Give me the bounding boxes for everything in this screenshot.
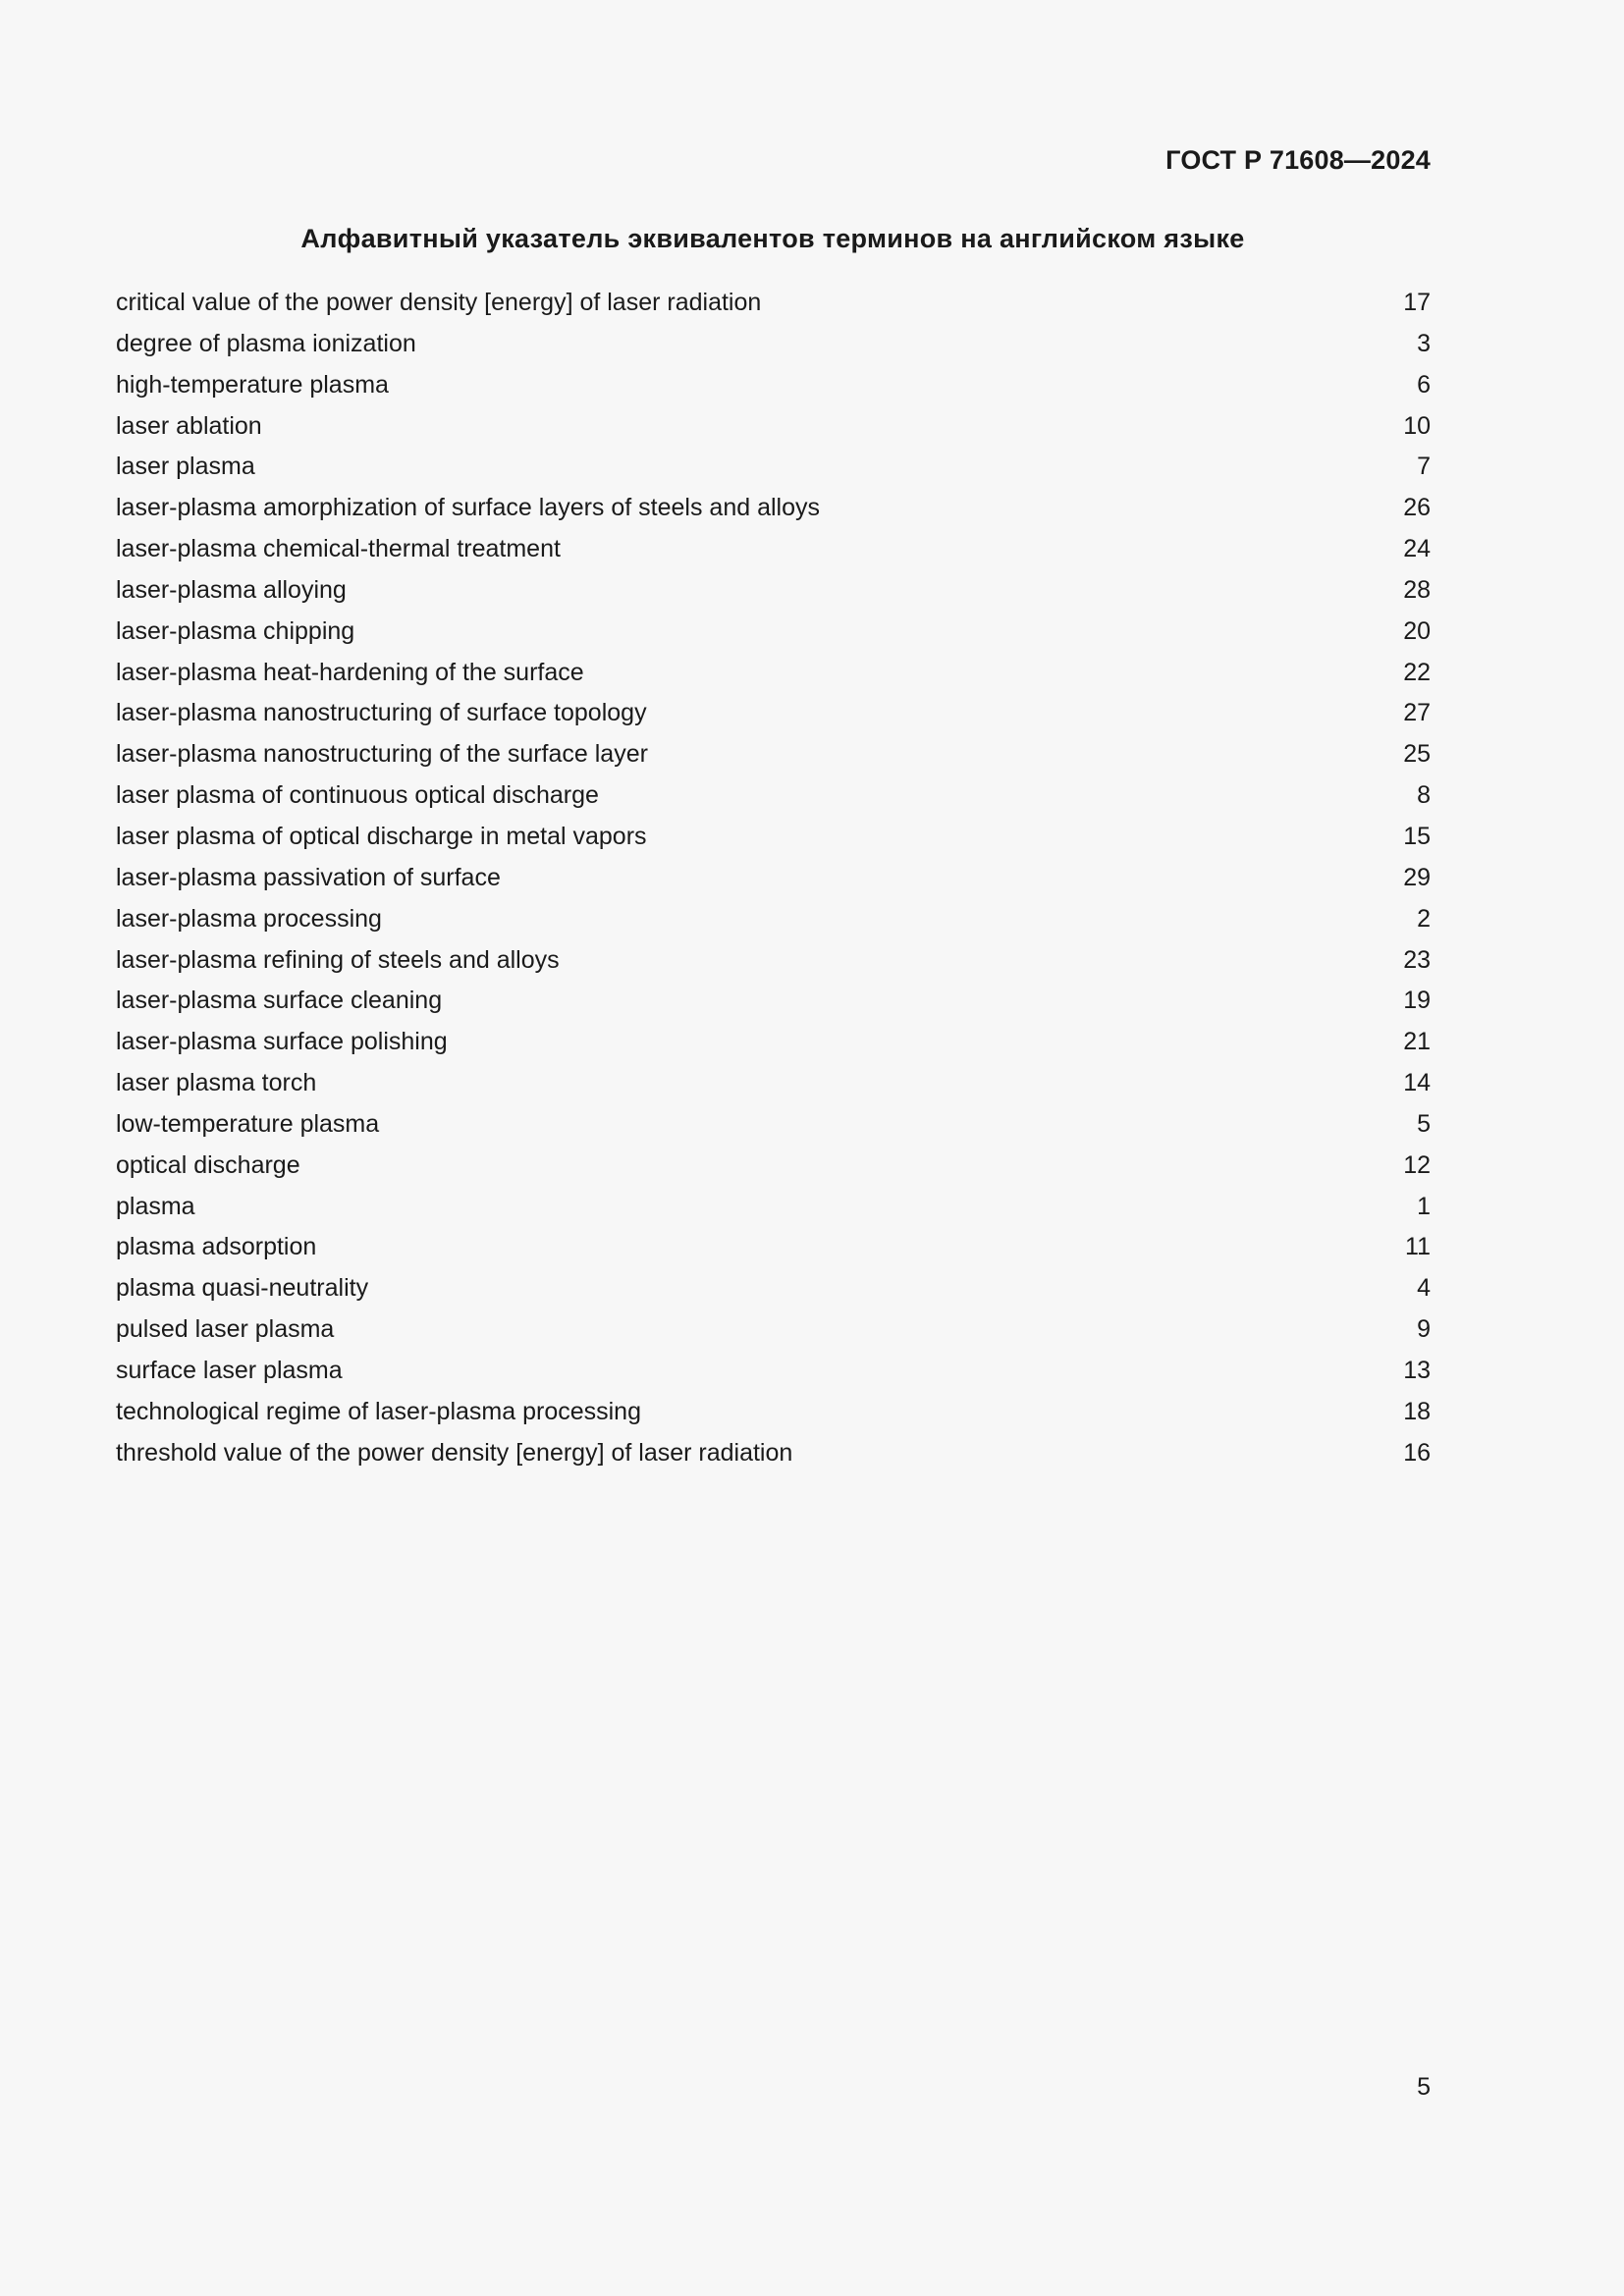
index-entry-ref: 8 [1417,781,1431,810]
index-title: Алфавитный указатель эквивалентов терминов на английском языке [300,224,1245,253]
index-entry-term: laser-plasma chipping [116,616,355,645]
index-entry [116,1227,1431,1268]
index-entry-term: laser-plasma amorphization of surface layers of steels and alloys [116,494,821,522]
index-entry-term: laser plasma of optical discharge in metal vapors [116,822,647,850]
index-entry [116,817,1431,858]
index-entry [116,1392,1431,1433]
index-entry-term: plasma [116,1192,195,1220]
index-entry-ref: 5 [1417,1109,1431,1138]
index-entry [116,406,1431,448]
index-entry [116,365,1431,406]
index-entry-term: laser plasma of continuous optical discharge [116,781,599,810]
index-entry [116,1022,1431,1063]
index-entry-ref: 9 [1417,1315,1431,1344]
index-entry [116,1268,1431,1309]
index-entry-ref: 10 [1403,411,1431,440]
index-entry-term: laser-plasma surface polishing [116,1028,448,1056]
index-entry-ref: 2 [1417,904,1431,933]
index-entry [116,1187,1431,1228]
index-entry-ref: 6 [1417,370,1431,399]
index-entry [116,1433,1431,1474]
index-entry-term: critical value of the power density [energy] of laser radiation [116,289,762,316]
index-entry-ref: 13 [1403,1356,1431,1384]
index-entry-term: optical discharge [116,1150,300,1179]
index-entry-term: laser ablation [116,411,262,440]
index-entry [116,775,1431,817]
index-entry-term: threshold value of the power density [energy] of laser radiation [116,1438,793,1467]
index-entry-term: technological regime of laser-plasma processing [116,1397,641,1425]
index-entry-term: laser-plasma nanostructuring of the surface layer [116,740,648,769]
index-entry-ref: 11 [1405,1233,1431,1261]
index-entry [116,653,1431,694]
index-entry-ref: 29 [1403,863,1431,891]
index-entry-ref: 27 [1403,699,1431,727]
index-entry [116,324,1431,365]
document-code: ГОСТ Р 71608—2024 [1165,145,1431,175]
index-entry [116,1104,1431,1146]
index-entry-term: laser-plasma heat-hardening of the surface [116,658,584,686]
index-entry [116,981,1431,1022]
index-entry-term: laser plasma torch [116,1069,317,1097]
index-entry-ref: 28 [1403,575,1431,604]
index-entry-ref: 22 [1403,658,1431,686]
index-entry [116,858,1431,899]
index-entry-ref: 24 [1403,535,1431,563]
index-entry-term: laser-plasma refining of steels and alloys [116,945,560,974]
index-entry-ref: 19 [1403,987,1431,1015]
index-entry-term: low-temperature plasma [116,1109,380,1138]
index-entry-ref: 26 [1403,494,1431,522]
index-entry-term: laser-plasma passivation of surface [116,863,501,891]
index-entry-ref: 25 [1403,740,1431,769]
index-entry-ref: 3 [1417,329,1431,357]
index-entry-term: plasma adsorption [116,1233,317,1261]
index-entry-ref: 23 [1403,945,1431,974]
index-entry-ref: 16 [1403,1438,1431,1467]
index-entry [116,570,1431,612]
index-entry-ref: 7 [1417,453,1431,481]
index-entry-ref: 15 [1403,822,1431,850]
index-entry [116,488,1431,529]
index-entry-term: high-temperature plasma [116,370,389,399]
index-entry [116,447,1431,488]
index-entry [116,899,1431,940]
page-number: 5 [1417,2073,1431,2101]
index-entry-term: laser-plasma processing [116,904,382,933]
index-entry [116,940,1431,982]
index-entry [116,612,1431,653]
index-entry [116,734,1431,775]
index-entry-ref: 4 [1417,1274,1431,1303]
index-entry-ref: 14 [1403,1069,1431,1097]
index-entry-ref: 1 [1417,1192,1431,1220]
index-entry-term: pulsed laser plasma [116,1315,335,1344]
index-entry-ref: 21 [1403,1028,1431,1056]
index-entry-ref: 17 [1403,289,1431,316]
index-entry [116,1063,1431,1104]
index-entry-ref: 20 [1403,616,1431,645]
index-entry [116,1351,1431,1392]
index-entry-term: laser-plasma surface cleaning [116,987,443,1015]
index-entry-term: plasma quasi-neutrality [116,1274,369,1303]
index-entry [116,1146,1431,1187]
index-entry [116,529,1431,570]
index-entry-term: surface laser plasma [116,1356,343,1384]
index-entry-term: laser plasma [116,453,255,481]
index-entry [116,693,1431,734]
index-entry [116,283,1431,324]
index-entry-term: laser-plasma chemical-thermal treatment [116,535,561,563]
index-entry [116,1309,1431,1351]
index-entry-ref: 18 [1403,1397,1431,1425]
index-entry-term: degree of plasma ionization [116,329,416,357]
index-entry-ref: 12 [1403,1150,1431,1179]
term-index-list [116,283,1431,1473]
index-entry-term: laser-plasma nanostructuring of surface topology [116,699,647,727]
index-entry-term: laser-plasma alloying [116,575,347,604]
